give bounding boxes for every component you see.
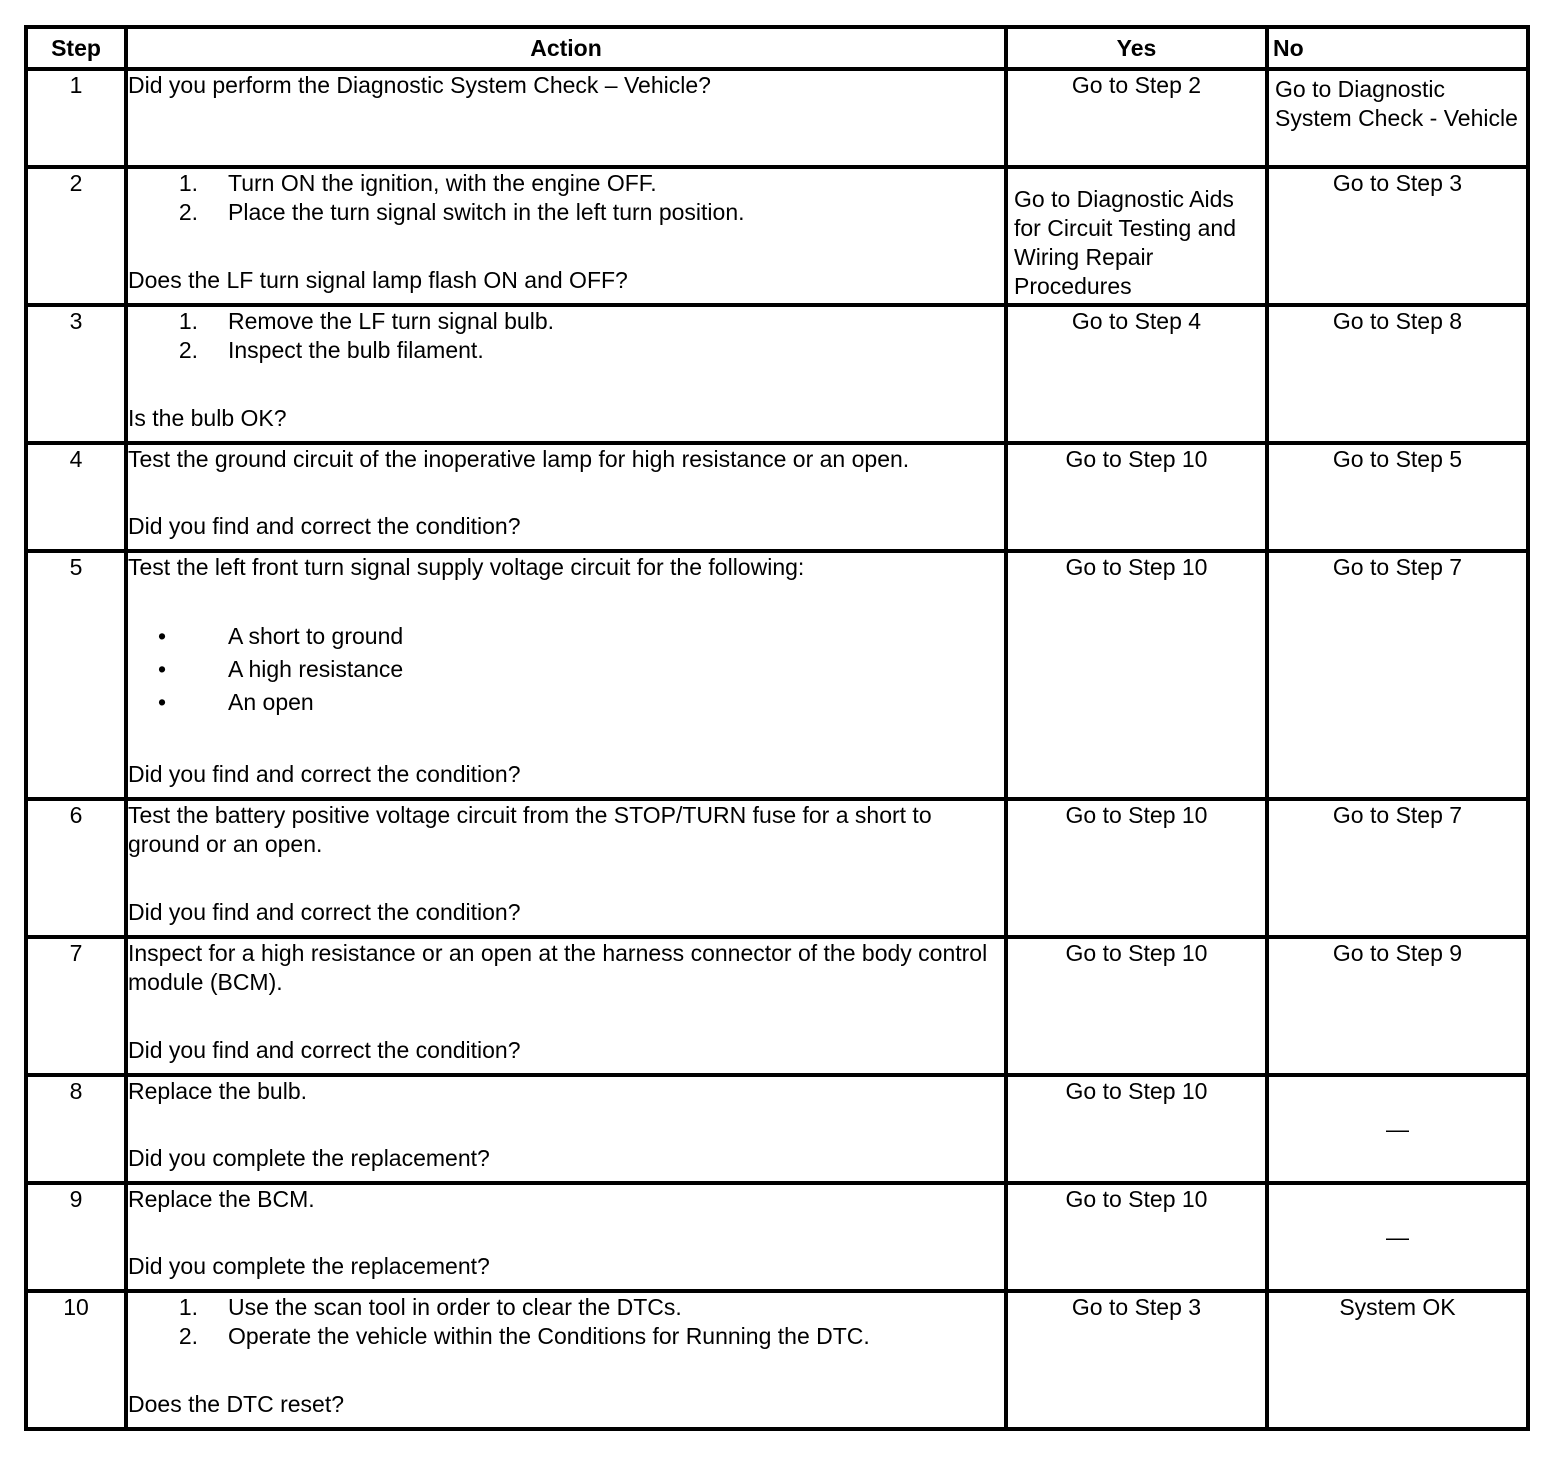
no-cell: System OK (1267, 1291, 1528, 1429)
header-row (26, 27, 1528, 69)
action-question: Did you find and correct the condition? (128, 899, 521, 925)
table-row (26, 799, 1528, 937)
no-cell: Go to Step 3 (1267, 167, 1528, 305)
no-cell: Go to Step 9 (1267, 937, 1528, 1075)
action-cell (126, 1291, 1006, 1429)
list-item: 2. Inspect the bulb filament. (178, 337, 484, 363)
action-text: Replace the bulb. (128, 1078, 308, 1104)
yes-cell: Go to Diagnostic Aids for Circuit Testing and Wiring Repair Procedures (1006, 167, 1267, 305)
diagnostic-table (24, 25, 1530, 1431)
action-question: Did you find and correct the condition? (128, 1037, 521, 1063)
list-item: 1. Turn ON the ignition, with the engine OFF. (178, 170, 657, 196)
step-number: 1 (26, 69, 126, 167)
action-question: Did you find and correct the condition? (128, 761, 521, 787)
no-cell: Go to Diagnostic System Check - Vehicle (1267, 69, 1528, 167)
yes-cell: Go to Step 2 (1006, 69, 1267, 167)
header-action: Action (126, 27, 1006, 69)
step-number: 7 (26, 937, 126, 1075)
action-text: Inspect for a high resistance or an open at the harness connector of the body control module (BCM). (128, 940, 988, 995)
action-question: Does the LF turn signal lamp flash ON and OFF? (128, 267, 628, 293)
action-text: Test the battery positive voltage circuit from the STOP/TURN fuse for a short to ground or an open. (128, 802, 932, 857)
step-number: 9 (26, 1183, 126, 1291)
action-question: Did you complete the replacement? (128, 1145, 490, 1171)
action-cell (126, 305, 1006, 443)
table-row (26, 551, 1528, 799)
header-no: No (1267, 27, 1528, 69)
no-cell: Go to Step 5 (1267, 443, 1528, 551)
action-question: Did you complete the replacement? (128, 1253, 490, 1279)
header-step: Step (26, 27, 126, 69)
list-item: • A high resistance (157, 656, 404, 682)
table-row (26, 937, 1528, 1075)
table-row (26, 69, 1528, 167)
action-cell (126, 167, 1006, 305)
action-text: Test the ground circuit of the inoperative lamp for high resistance or an open. (128, 446, 910, 472)
no-cell: — (1267, 1183, 1528, 1291)
table-row (26, 1291, 1528, 1429)
no-cell: Go to Step 7 (1267, 799, 1528, 937)
step-number: 5 (26, 551, 126, 799)
no-cell: Go to Step 8 (1267, 305, 1528, 443)
action-cell (126, 69, 1006, 167)
list-item: • A short to ground (157, 623, 404, 649)
action-text: Replace the BCM. (128, 1186, 315, 1212)
yes-cell: Go to Step 10 (1006, 937, 1267, 1075)
step-number: 2 (26, 167, 126, 305)
step-number: 4 (26, 443, 126, 551)
step-number: 3 (26, 305, 126, 443)
list-item: 1. Use the scan tool in order to clear the DTCs. (178, 1294, 682, 1320)
action-cell (126, 1075, 1006, 1183)
list-item: 1. Remove the LF turn signal bulb. (178, 308, 555, 334)
yes-cell: Go to Step 10 (1006, 1075, 1267, 1183)
list-item: 2. Operate the vehicle within the Conditions for Running the DTC. (178, 1323, 870, 1349)
action-question: Did you find and correct the condition? (128, 513, 521, 539)
action-question: Does the DTC reset? (128, 1391, 345, 1417)
action-cell (126, 551, 1006, 799)
table-row (26, 443, 1528, 551)
table-row (26, 305, 1528, 443)
action-cell (126, 1183, 1006, 1291)
yes-cell: Go to Step 10 (1006, 1183, 1267, 1291)
action-text: Did you perform the Diagnostic System Check – Vehicle? (128, 72, 711, 98)
list-item: 2. Place the turn signal switch in the left turn position. (178, 199, 745, 225)
action-cell (126, 937, 1006, 1075)
header-yes: Yes (1006, 27, 1267, 69)
no-cell: Go to Step 7 (1267, 551, 1528, 799)
step-number: 8 (26, 1075, 126, 1183)
no-cell: — (1267, 1075, 1528, 1183)
yes-cell: Go to Step 10 (1006, 551, 1267, 799)
action-cell (126, 799, 1006, 937)
action-question: Is the bulb OK? (128, 405, 287, 431)
yes-cell: Go to Step 3 (1006, 1291, 1267, 1429)
action-text: Test the left front turn signal supply voltage circuit for the following: (128, 554, 805, 580)
step-number: 10 (26, 1291, 126, 1429)
table-row (26, 1183, 1528, 1291)
yes-cell: Go to Step 10 (1006, 799, 1267, 937)
yes-cell: Go to Step 4 (1006, 305, 1267, 443)
table-row (26, 1075, 1528, 1183)
step-number: 6 (26, 799, 126, 937)
table-row (26, 167, 1528, 305)
action-cell (126, 443, 1006, 551)
list-item: • An open (157, 689, 314, 715)
yes-cell: Go to Step 10 (1006, 443, 1267, 551)
